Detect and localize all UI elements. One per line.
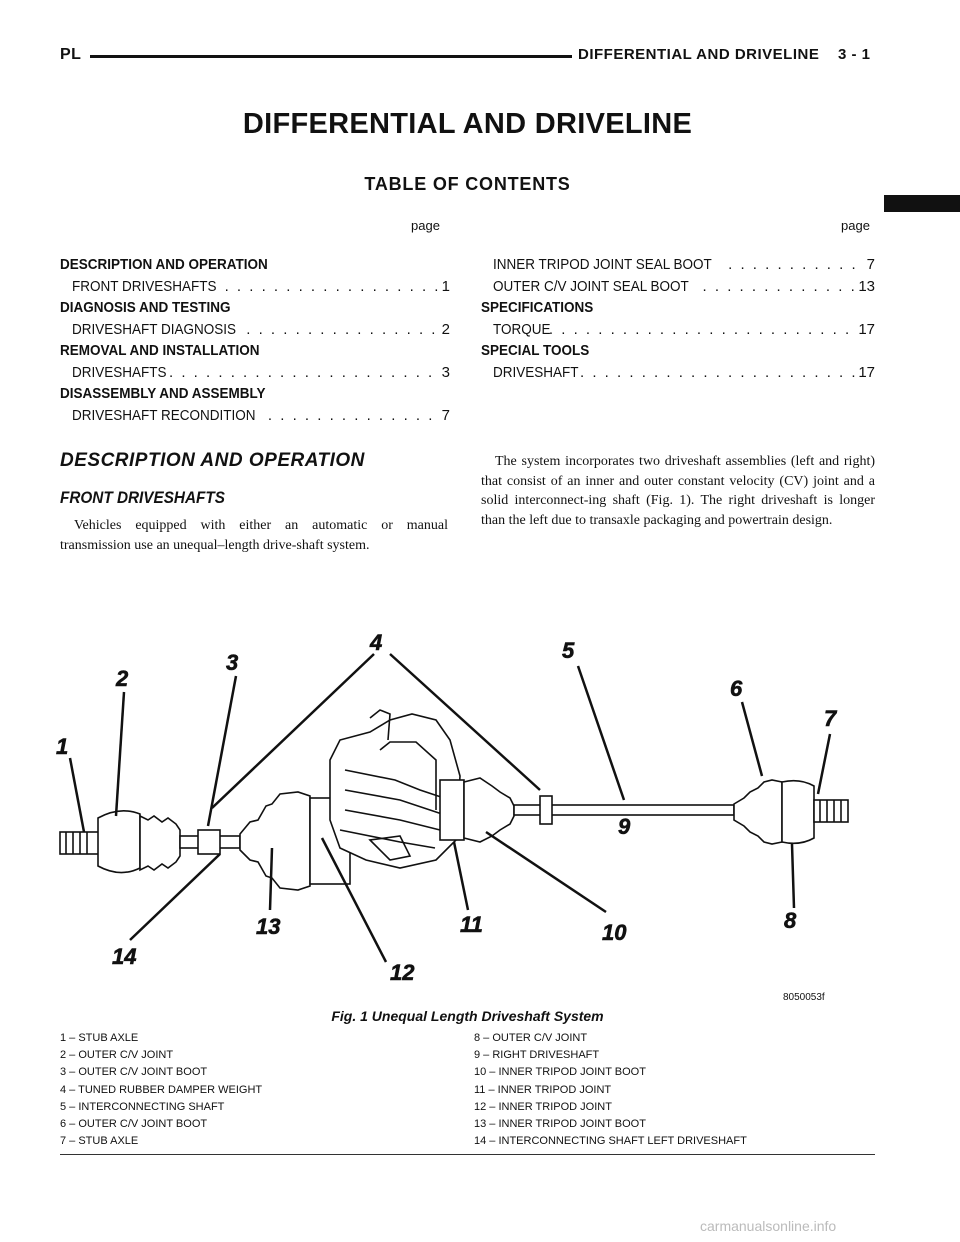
legend-item: 7 – STUB AXLE bbox=[60, 1135, 139, 1148]
legend-item: 5 – INTERCONNECTING SHAFT bbox=[60, 1100, 225, 1113]
header-right-title: DIFFERENTIAL AND DRIVELINE 3 - 1 bbox=[578, 46, 871, 63]
leader-8 bbox=[792, 844, 794, 908]
watermark: carmanualsonline.info bbox=[700, 1218, 837, 1234]
legend-item: 2 – OUTER C/V JOINT bbox=[60, 1049, 174, 1062]
callout-5: 5 bbox=[562, 638, 575, 663]
toc-entry bbox=[481, 254, 875, 276]
toc-leader-dots bbox=[169, 362, 440, 384]
header-left-code: PL bbox=[60, 46, 82, 63]
toc-entry-label: DRIVESHAFT bbox=[493, 363, 579, 381]
toc-leader-dots bbox=[268, 405, 440, 427]
callout-11: 11 bbox=[460, 912, 483, 937]
driveshaft-figure bbox=[40, 610, 920, 1010]
toc-heading: DISASSEMBLY AND ASSEMBLY bbox=[60, 385, 266, 402]
toc-entry bbox=[60, 319, 450, 341]
toc-entry bbox=[60, 362, 450, 384]
leader-1 bbox=[70, 758, 84, 832]
toc-heading: DIAGNOSIS AND TESTING bbox=[60, 299, 231, 316]
leader-3 bbox=[208, 676, 236, 826]
callout-2: 2 bbox=[116, 666, 129, 691]
toc-entry-page: 7 bbox=[441, 406, 450, 424]
legend-right bbox=[474, 1030, 747, 1150]
toc-leader-dots bbox=[549, 319, 856, 341]
legend-item: 10 – INNER TRIPOD JOINT BOOT bbox=[474, 1066, 646, 1079]
toc-leader-dots bbox=[225, 276, 440, 298]
toc-heading: SPECIFICATIONS bbox=[481, 299, 594, 316]
toc-entry-label: FRONT DRIVESHAFTS bbox=[72, 277, 217, 295]
toc-entry bbox=[60, 405, 450, 427]
toc-entry bbox=[481, 319, 875, 341]
right-stub-axle bbox=[814, 800, 848, 822]
leader-5 bbox=[578, 666, 624, 800]
toc-left-column bbox=[60, 254, 450, 426]
toc-entry-page: 17 bbox=[858, 363, 875, 381]
callout-12: 12 bbox=[390, 960, 415, 985]
callout-7: 7 bbox=[824, 706, 837, 731]
legend-left bbox=[60, 1030, 262, 1150]
toc-entry-label: DRIVESHAFTS bbox=[72, 363, 167, 381]
toc-heading: SPECIAL TOOLS bbox=[481, 342, 590, 359]
toc-entry-page: 1 bbox=[441, 277, 450, 295]
left-outer-boot bbox=[140, 816, 180, 870]
toc-leader-dots bbox=[728, 254, 865, 276]
paragraph-system-description: The system incorporates two driveshaft assemblies (left and right) that consist of an inner and outer constant velocity (CV) joint and a solid interconnect-ing shaft (Fig. 1). The right driveshaft is longer than the left due to transaxle packaging and powertrain design. bbox=[481, 454, 875, 528]
toc-leader-dots bbox=[703, 276, 857, 298]
callout-13: 13 bbox=[256, 914, 281, 939]
legend-item: 1 – STUB AXLE bbox=[60, 1032, 139, 1044]
driveshaft-illustration bbox=[60, 710, 848, 890]
figure-caption: Fig. 1 Unequal Length Driveshaft System bbox=[331, 1008, 604, 1024]
legend-item: 6 – OUTER C/V JOINT BOOT bbox=[60, 1118, 208, 1131]
toc-entry-label: OUTER C/V JOINT SEAL BOOT bbox=[493, 277, 689, 295]
toc-heading: DESCRIPTION AND OPERATION bbox=[60, 256, 268, 273]
left-outer-cv-joint bbox=[98, 811, 140, 873]
toc-entry-label: DRIVESHAFT RECONDITION bbox=[72, 406, 256, 424]
toc-title: TABLE OF CONTENTS bbox=[364, 174, 571, 194]
subsection-heading: FRONT DRIVESHAFTS bbox=[60, 488, 225, 507]
callout-8: 8 bbox=[784, 908, 797, 933]
toc-entry-page: 17 bbox=[858, 320, 875, 338]
callout-3: 3 bbox=[226, 650, 239, 675]
paragraph-front-driveshafts: Vehicles equipped with either an automatic or manual transmission use an unequal–length drive-shaft system. bbox=[60, 518, 448, 553]
callout-4: 4 bbox=[370, 630, 383, 655]
toc-page-label-right: page bbox=[841, 218, 870, 233]
callout-10: 10 bbox=[602, 920, 627, 945]
leader-10 bbox=[486, 832, 606, 912]
legend-item: 13 – INNER TRIPOD JOINT BOOT bbox=[474, 1118, 646, 1131]
section-heading: DESCRIPTION AND OPERATION bbox=[60, 450, 365, 471]
right-outer-boot bbox=[734, 780, 782, 844]
toc-page-label-left: page bbox=[411, 218, 440, 233]
toc-entry bbox=[481, 276, 875, 298]
bottom-rule bbox=[60, 1154, 875, 1155]
leader-7 bbox=[818, 734, 830, 794]
right-inner-tripod-joint bbox=[440, 780, 464, 840]
callout-9: 9 bbox=[618, 814, 631, 839]
figure-code: 8050053f bbox=[783, 992, 825, 1003]
toc-entry bbox=[481, 362, 875, 384]
toc-entry-label: DRIVESHAFT DIAGNOSIS bbox=[72, 320, 237, 338]
toc-entry-label: INNER TRIPOD JOINT SEAL BOOT bbox=[493, 256, 712, 273]
left-damper bbox=[198, 830, 220, 854]
legend-item: 12 – INNER TRIPOD JOINT bbox=[474, 1100, 612, 1113]
left-inner-boot bbox=[240, 792, 310, 890]
leader-11 bbox=[454, 842, 468, 910]
legend-item: 8 – OUTER C/V JOINT bbox=[474, 1032, 588, 1044]
toc-entry-page: 2 bbox=[441, 320, 450, 338]
toc-leader-dots bbox=[246, 319, 439, 341]
toc-entry-page: 7 bbox=[866, 256, 875, 273]
leader-6 bbox=[742, 702, 762, 776]
toc-entry-label: TORQUE bbox=[493, 320, 551, 338]
legend-item: 4 – TUNED RUBBER DAMPER WEIGHT bbox=[60, 1083, 263, 1096]
toc-entry bbox=[60, 276, 450, 298]
leader-2 bbox=[116, 692, 124, 816]
legend-item: 9 – RIGHT DRIVESHAFT bbox=[474, 1049, 600, 1062]
page-title: DIFFERENTIAL AND DRIVELINE bbox=[242, 108, 693, 140]
header-rule bbox=[90, 55, 572, 58]
callout-1: 1 bbox=[56, 734, 69, 759]
right-outer-cv-joint bbox=[782, 781, 814, 844]
section-tab-marker bbox=[884, 195, 960, 212]
right-inner-boot bbox=[464, 778, 514, 842]
callout-14: 14 bbox=[112, 944, 137, 969]
legend-item: 14 – INTERCONNECTING SHAFT LEFT DRIVESHAFT bbox=[474, 1135, 747, 1148]
toc-heading: REMOVAL AND INSTALLATION bbox=[60, 342, 260, 359]
legend-item: 3 – OUTER C/V JOINT BOOT bbox=[60, 1066, 208, 1079]
toc-entry-page: 3 bbox=[441, 363, 450, 381]
callout-6: 6 bbox=[730, 676, 743, 701]
toc-entry-page: 13 bbox=[858, 277, 875, 295]
toc-right-column bbox=[481, 254, 875, 383]
right-damper bbox=[540, 796, 552, 824]
toc-leader-dots bbox=[580, 362, 856, 384]
legend-item: 11 – INNER TRIPOD JOINT bbox=[474, 1083, 612, 1096]
